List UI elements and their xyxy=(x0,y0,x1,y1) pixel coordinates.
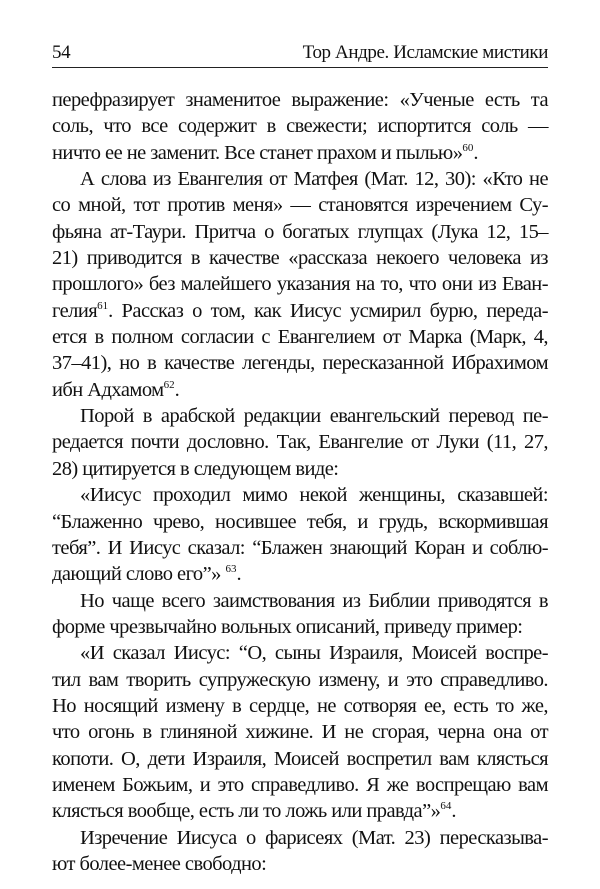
footnote-ref: 63 xyxy=(225,563,237,576)
page-number: 54 xyxy=(52,42,71,63)
text-line: прошлого» без малейшего указания на то, что они из Еван- xyxy=(52,273,548,296)
text-line: 28) цитируется в следующем виде: xyxy=(52,457,339,480)
footnote-ref: 61 xyxy=(97,299,109,312)
book-page xyxy=(52,0,548,889)
paragraph xyxy=(52,166,548,403)
text-line: ничто ее не заменит. Все станет прахом и пылью»$^{60}$. xyxy=(52,141,478,164)
text-line: соль, что все содержит в свежести; испортится соль — xyxy=(52,115,548,138)
text-line: “Блаженно чрево, носившее тебя, и грудь, вскормившая xyxy=(52,510,548,533)
quote-paragraph xyxy=(52,640,548,824)
text-line: тил вам творить супружескую измену, и это справедливо. xyxy=(52,668,548,691)
footnote-ref: 62 xyxy=(163,378,175,391)
paragraph xyxy=(52,588,548,641)
text-line: Порой в арабской редакции евангельский перевод пе- xyxy=(80,405,548,428)
text-line: ибн Адхамом$^{62}$. xyxy=(52,378,180,401)
text-line: Но чаще всего заимствования из Библии приводятся в xyxy=(80,589,548,612)
text-line: дающий слово его”» $^{63}$. xyxy=(52,563,242,586)
text-line: Но носящий измену в сердце, не сотворяя ее, есть то же, xyxy=(52,694,548,717)
quote-paragraph xyxy=(52,482,548,587)
text-line: гелия$^{61}$. Рассказ о том, как Иисус усмирил бурю, переда- xyxy=(52,299,548,322)
text-line: «И сказал Иисус: “О, сыны Израиля, Моисей воспре- xyxy=(80,642,548,665)
running-header xyxy=(52,40,548,66)
footnote-ref: 64 xyxy=(440,800,452,813)
text-line: «Иисус проходил мимо некой женщины, сказавшей: xyxy=(80,484,548,507)
text-line: со мной, тот против меня» — становятся изречением Су- xyxy=(52,194,548,217)
paragraph xyxy=(52,403,548,482)
text-line: А слова из Евангелия от Матфея (Мат. 12, 30): «Кто не xyxy=(80,168,548,191)
text-line: форме чрезвычайно вольных описаний, приведу пример: xyxy=(52,615,523,638)
text-line: тебя”. И Иисус сказал: “Блажен знающий Коран и соблю- xyxy=(52,536,548,559)
text-line: Изречение Иисуса о фарисеях (Мат. 23) пересказыва- xyxy=(80,826,548,849)
running-title: Тор Андре. Исламские мистики xyxy=(302,42,548,63)
text-line: ют более-менее свободно: xyxy=(52,852,267,875)
text-line: фьяна ат-Таури. Притча о богатых глупцах (Лука 12, 15– xyxy=(52,220,548,243)
page-body xyxy=(52,87,548,877)
text-line: именем Божьим, и это справедливо. Я же воспрещаю вам xyxy=(52,773,548,796)
text-line: копоти. О, дети Израиля, Моисей воспретил вам клясться xyxy=(52,747,548,770)
text-line: что огонь в глиняной хижине. И не сгорая, черна она от xyxy=(52,721,548,744)
paragraph xyxy=(52,825,548,878)
text-line: ется в полном согласии с Евангелием от Марка (Марк, 4, xyxy=(52,326,548,349)
text-line: клясться вообще, есть ли то ложь или правда”»$^{64}$. xyxy=(52,800,456,823)
footnote-ref: 60 xyxy=(462,141,474,154)
text-line: 37–41), но в качестве легенды, пересказанной Ибрахимом xyxy=(52,352,548,375)
header-rule xyxy=(52,67,548,68)
text-line: 21) приводится в качестве «рассказа некоего человека из xyxy=(52,247,548,270)
text-line: перефразирует знаменитое выражение: «Ученые есть та xyxy=(52,89,548,111)
paragraph xyxy=(52,87,548,166)
text-line: редается почти дословно. Так, Евангелие от Луки (11, 27, xyxy=(52,431,548,454)
